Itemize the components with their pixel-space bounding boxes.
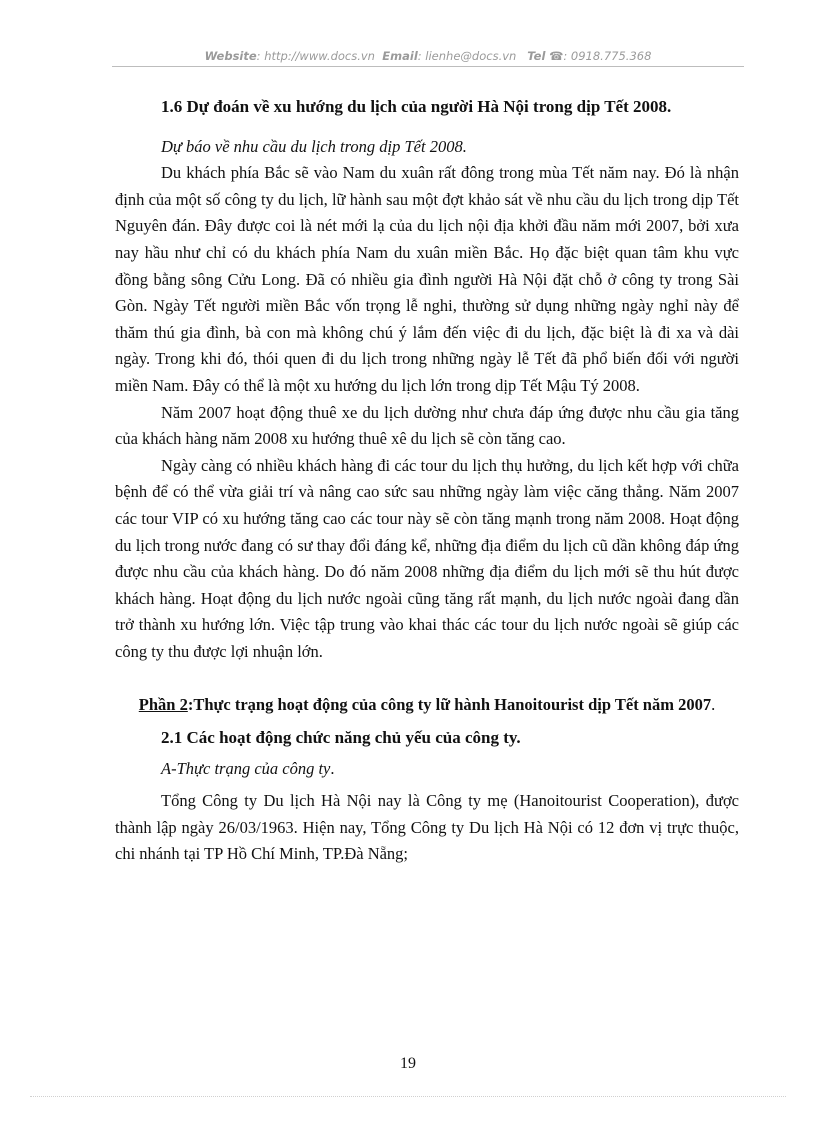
part-2-label: Phần 2: [138, 695, 188, 715]
section-1-6-heading: 1.6 Dự đoán về xu hướng du lịch của người Hà Nội trong dịp Tết 2008.: [161, 97, 672, 116]
section-1-6-subheading: Dự báo về nhu cầu du lịch trong dịp Tết 2008.: [161, 136, 467, 156]
tel-value: : 0918.775.368: [563, 49, 652, 63]
email-value: : lienhe@docs.vn: [417, 49, 517, 63]
section-2-1-heading: 2.1 Các hoạt động chức năng chủ yếu của công ty.: [161, 728, 521, 748]
paragraph-3: Ngày càng có nhiều khách hàng đi các tour du lịch thụ hưởng, du lịch kết hợp với chữa bệnh để có thể vừa giải trí và nâng cao sức sau những ngày làm việc căng thẳng. Năm 2007 các tour VIP có xu hướng tăng cao các tour này sẽ còn tăng mạnh trong năm 2008. Hoạt động du lịch trong nước đang có sư thay đổi đáng kể, những địa điểm du lịch cũ dần không đáp ứng được nhu cầu của khách hàng. Do đó năm 2008 những địa điểm du lịch mới sẽ thu hút được khách hàng. Hoạt động du lịch nước ngoài cũng tăng rất mạnh, du lịch nước ngoài đang dần trở thành xu hướng lớn. Việc tập trung vào khai thác các tour du lịch nước ngoài sẽ giúp các công ty thu được lợi nhuận lớn.: [115, 455, 739, 661]
document-body: [115, 94, 739, 868]
website-value: : http://www.docs.vn: [256, 49, 375, 63]
website-label: Website: [204, 49, 257, 63]
footer-divider: [30, 1096, 786, 1097]
header-divider: [112, 66, 744, 67]
paragraph-1: Du khách phía Bắc sẽ vào Nam du xuân rất đông trong mùa Tết năm nay. Đó là nhận định của một số công ty du lịch, lữ hành sau một đợt khảo sát về nhu cầu du lịch trong dịp Tết Nguyên đán. Đây được coi là nét mới lạ của du lịch nội địa khởi đầu năm mới 2007, bởi xưa nay hầu như chỉ có du khách phía Nam du xuân miền Bắc. Họ đặc biệt quan tâm khu vực đồng bằng sông Cửu Long. Đã có nhiều gia đình người Hà Nội đặt chỗ ở công ty trong Sài Gòn. Ngày Tết người miền Bắc vốn trọng lễ nghi, thường sử dụng những ngày nghỉ này để thăm thú gia đình, bà con mà không chú ý lắm đến việc đi du lịch, đặc biệt là đi xa và dài ngày. Trong khi đó, thói quen đi du lịch trong những ngày lễ Tết đã phổ biến đối với người miền Nam. Đây có thể là một xu hướng du lịch lớn trong dịp Tết Mậu Tý 2008.: [115, 163, 739, 395]
part-2-title: [115, 692, 739, 719]
section-2-1-subheading-end: .: [330, 758, 335, 778]
part-2-title-end: .: [711, 695, 716, 715]
section-2-1-subheading: [115, 756, 739, 783]
paragraph-2: Năm 2007 hoạt động thuê xe du lịch dường như chưa đáp ứng được nhu cầu gia tăng của khách hàng năm 2008 xu hướng thuê xê du lịch sẽ còn tăng cao.: [115, 402, 739, 449]
phone-icon: ☎: [549, 49, 564, 63]
email-label: Email: [382, 49, 418, 63]
page-number: 19: [400, 1055, 416, 1072]
tel-label: Tel: [527, 49, 546, 63]
part-2-title-text: :Thực trạng hoạt động của công ty lữ hành Hanoitourist dịp Tết năm 2007: [187, 695, 712, 715]
page-header: [112, 48, 744, 64]
section-2-1-subheading-text: A-Thực trạng của công ty: [161, 758, 331, 778]
paragraph-4: Tổng Công ty Du lịch Hà Nội nay là Công ty mẹ (Hanoitourist Cooperation), được thành lập ngày 26/03/1963. Hiện nay, Tổng Công ty Du lịch Hà Nội có 12 đơn vị trực thuộc, chi nhánh tại TP Hồ Chí Minh, TP.Đà Nẵng;: [115, 791, 739, 864]
